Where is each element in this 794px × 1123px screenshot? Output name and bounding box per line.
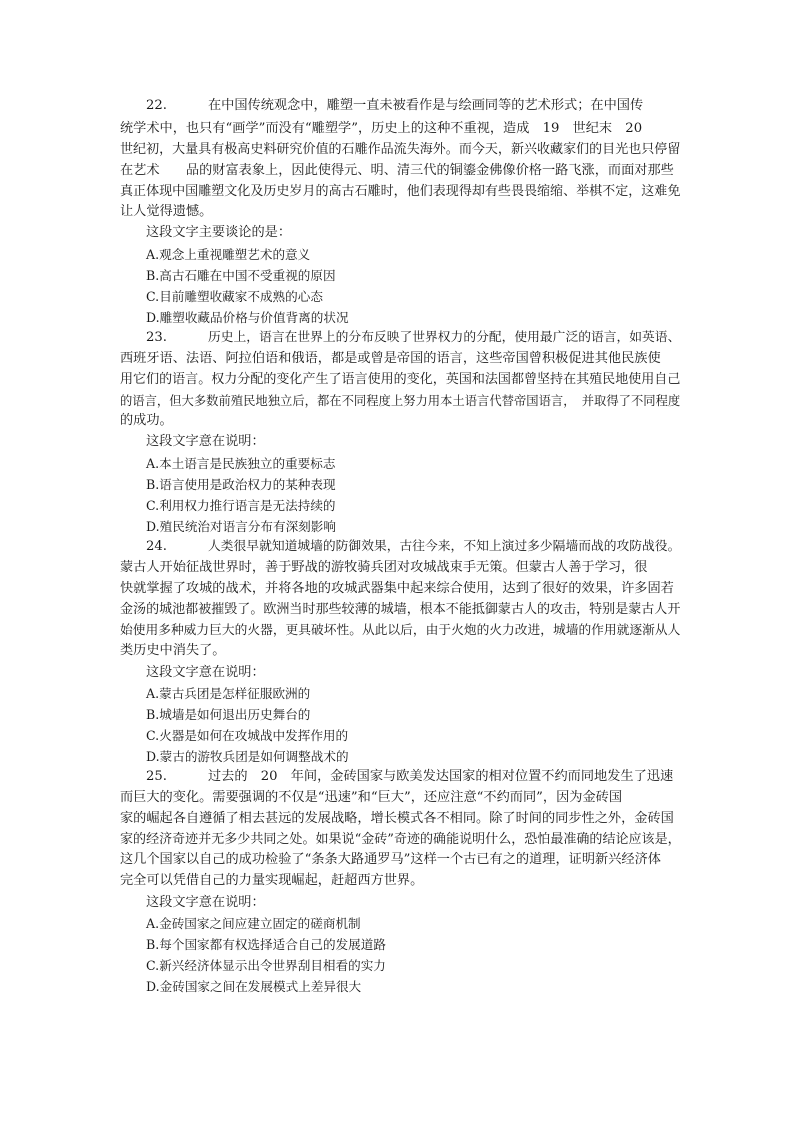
question-22-option-d: D.雕塑收藏品价格与价值背离的状况: [146, 310, 349, 325]
question-24-line-6: 类历史中消失了。: [120, 643, 226, 658]
question-25-line-4: 家的经济奇迹并无多少共同之处。如果说“金砖”奇迹的确能说明什么，恐怕最准确的结论应该是，: [120, 832, 681, 847]
question-24-number: 24.: [146, 539, 167, 554]
question-25-line-1: 过去的 20 年间，金砖国家与欧美发达国家的相对位置不约而同地发生了迅速: [208, 769, 674, 784]
question-23-option-c: C.利用权力推行语言是无法持续的: [146, 498, 336, 513]
question-23-line-4: 的语言，但大多数前殖民地独立后，都在不同程度上努力用本土语言代替帝国语言， 并取得了不同程度: [120, 394, 681, 408]
question-24-line-5: 始使用多种威力巨大的火器，更具破坏性。从此以后，由于火炮的火力改进，城墙的作用就逐渐从人: [120, 623, 681, 638]
question-22-line-2: 统学术中，也只有“画学”而没有“雕塑学”，历史上的这种不重视，造成 19 世纪末 20: [120, 121, 643, 136]
question-23-line-5: 的成功。: [120, 413, 173, 428]
question-22-line-1: 在中国传统观念中，雕塑一直未被看作是与绘画同等的艺术形式；在中国传: [208, 98, 644, 113]
question-25-option-c: C.新兴经济体显示出令世界刮目相看的实力: [146, 958, 386, 973]
question-22-line-3: 世纪初，大量具有极高史料研究价值的石雕作品流失海外。而今天，新兴收藏家们的目光也只停留: [120, 142, 681, 157]
question-22-prompt: 这段文字主要谈论的是：: [146, 225, 292, 240]
question-24-prompt: 这段文字意在说明：: [146, 665, 265, 680]
question-24-line-4: 金汤的城池都被摧毁了。欧洲当时那些较薄的城墙，根本不能抵御蒙古人的攻击，特别是蒙古人开: [120, 602, 681, 617]
question-22-number: 22.: [146, 98, 167, 113]
question-25-line-6: 完全可以凭借自己的力量实现崛起，赶超西方世界。: [120, 873, 424, 888]
question-24-line-1: 人类很早就知道城墙的防御效果，古往今来，不知上演过多少隔墙而战的攻防战役。: [208, 539, 681, 554]
question-25-number: 25.: [146, 769, 167, 784]
question-24-option-a: A.蒙古兵团是怎样征服欧洲的: [146, 686, 311, 701]
question-23-line-3: 用它们的语言。权力分配的变化产生了语言使用的变化，英国和法国都曾坚持在其殖民地使用自己: [120, 372, 681, 387]
question-23-option-d: D.殖民统治对语言分布有深刻影响: [146, 519, 336, 534]
question-23-option-b: B.语言使用是政治权力的某种表现: [146, 477, 336, 492]
question-25-option-a: A.金砖国家之间应建立固定的磋商机制: [146, 916, 361, 931]
question-24-option-c: C.火器是如何在攻城战中发挥作用的: [146, 728, 349, 743]
question-25-option-b: B.每个国家都有权选择适合自己的发展道路: [146, 937, 386, 952]
question-24-option-d: D.蒙古的游牧兵团是如何调整战术的: [146, 749, 349, 764]
question-24-line-3: 快就掌握了攻城的战术，并将各地的攻城武器集中起来综合使用，达到了很好的效果，许多固若: [120, 581, 674, 596]
question-22-line-4: 在艺术 品的财富表象上，因此使得元、明、清三代的铜鎏金佛像价格一路飞涨，而面对那些: [120, 163, 674, 178]
question-22-line-6: 让人觉得遗憾。: [120, 204, 213, 219]
question-22-option-b: B.高古石雕在中国不受重视的原因: [146, 268, 336, 283]
question-23-line-1: 历史上，语言在世界上的分布反映了世界权力的分配，使用最广泛的语言，如英语、: [208, 330, 681, 345]
question-22-option-c: C.目前雕塑收藏家不成熟的心态: [146, 289, 323, 304]
question-23-option-a: A.本土语言是民族独立的重要标志: [146, 456, 336, 471]
question-25-line-5: 这几个国家以自己的成功检验了“条条大路通罗马”这样一个古已有之的道理，证明新兴经济体: [120, 852, 661, 867]
question-23-line-2: 西班牙语、法语、阿拉伯语和俄语，都是或曾是帝国的语言，这些帝国曾积极促进其他民族使: [120, 351, 661, 366]
question-25-option-d: D.金砖国家之间在发展模式上差异很大: [146, 979, 362, 994]
question-25-line-2: 而巨大的变化。需要强调的不仅是“迅速”和“巨大”，还应注意“不约而同”，因为金砖国: [120, 790, 623, 805]
question-23-number: 23.: [146, 330, 167, 345]
question-24-line-2: 蒙古人开始征战世界时，善于野战的游牧骑兵团对攻城战束手无策。但蒙古人善于学习，很: [120, 560, 648, 575]
question-23-prompt: 这段文字意在说明：: [146, 434, 265, 449]
question-24-option-b: B.城墙是如何退出历史舞台的: [146, 707, 311, 722]
question-22-line-5: 真正体现中国雕塑文化及历史岁月的高古石雕时，他们表现得却有些畏畏缩缩、举棋不定，这难免: [120, 184, 681, 199]
question-22-option-a: A.观念上重视雕塑艺术的意义: [146, 247, 311, 262]
question-25-line-3: 家的崛起各自遵循了相去甚远的发展战略，增长模式各不相同。除了时间的同步性之外，金砖国: [120, 811, 674, 826]
question-25-prompt: 这段文字意在说明：: [146, 895, 265, 910]
